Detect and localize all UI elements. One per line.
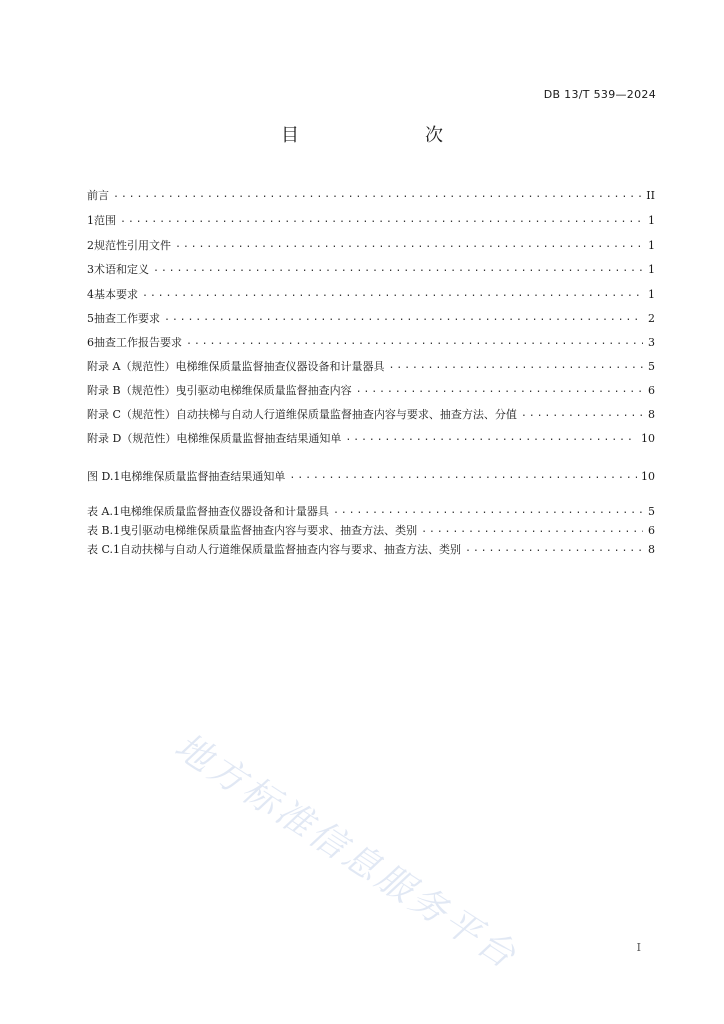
toc-entry-title: 电梯维保质量监督抽查结果通知单 <box>176 432 342 445</box>
toc-appendix-label: 附录 D（规范性） <box>87 432 177 445</box>
toc-entry-title: 术语和定义 <box>94 263 149 276</box>
dot-leader <box>186 333 643 351</box>
toc-page-number: 1 <box>648 262 655 276</box>
toc-table-label: 表 A.1 <box>87 505 120 518</box>
toc-page-number: 5 <box>648 359 655 373</box>
standard-code: DB 13/T 539—2024 <box>543 88 656 101</box>
toc-entry-appendix-c[interactable] <box>87 405 655 423</box>
page-title: 目 次 <box>281 125 473 146</box>
dot-leader <box>333 502 643 520</box>
watermark: 地方标准信息服务平台 <box>167 725 526 979</box>
toc-chapter-number: 6 <box>87 335 94 349</box>
toc-chapter-number: 2 <box>87 238 94 252</box>
toc-page-number: 1 <box>648 287 655 301</box>
toc-entry-title: 规范性引用文件 <box>94 239 171 252</box>
toc-entry-title: 基本要求 <box>94 288 138 301</box>
toc-appendix-label: 附录 A（规范性） <box>87 360 176 373</box>
toc-entry-title: 范围 <box>94 214 116 227</box>
dot-leader <box>120 211 643 229</box>
toc-entry-title: 曳引驱动电梯维保质量监督抽查内容与要求、抽查方法、类别 <box>120 524 418 537</box>
toc-page-number: 5 <box>648 504 655 518</box>
toc-entry-figure-d1[interactable] <box>87 467 655 485</box>
dot-leader <box>153 260 643 278</box>
toc-page-number: 8 <box>648 542 655 556</box>
toc-entry-title: 电梯维保质量监督抽查结果通知单 <box>120 470 286 483</box>
dot-leader <box>421 521 643 539</box>
toc-figure-label: 图 D.1 <box>87 470 121 483</box>
dot-leader <box>388 357 643 375</box>
toc-entry-appendix-a[interactable] <box>87 357 655 375</box>
dot-leader <box>289 467 637 485</box>
toc-entry-chapter-1[interactable] <box>87 211 655 229</box>
toc-entry-title: 抽查工作报告要求 <box>94 336 182 349</box>
toc-chapter-number: 3 <box>87 262 94 276</box>
dot-leader <box>521 405 643 423</box>
toc-entry-title: 曳引驱动电梯维保质量监督抽查内容 <box>175 384 352 397</box>
dot-leader <box>164 309 643 327</box>
toc-page-number: 8 <box>648 407 655 421</box>
toc-appendix-label: 附录 C（规范性） <box>87 408 176 421</box>
toc-entry-chapter-3[interactable] <box>87 260 655 278</box>
toc-entry-chapter-6[interactable] <box>87 333 655 351</box>
dot-leader <box>175 236 643 254</box>
toc-page-number: 2 <box>648 311 655 325</box>
toc-page-number: 10 <box>641 469 655 483</box>
toc-table-label: 表 B.1 <box>87 524 121 537</box>
toc-entry-table-b1[interactable] <box>87 521 655 539</box>
toc-entry-chapter-4[interactable] <box>87 285 655 303</box>
toc-chapter-number: 1 <box>87 213 94 227</box>
toc-entry-appendix-d[interactable] <box>87 429 655 447</box>
toc-table-label: 表 C.1 <box>87 543 121 556</box>
toc-entry-title: 抽查工作要求 <box>94 312 160 325</box>
toc-page-number: 1 <box>648 213 655 227</box>
toc-chapter-number: 5 <box>87 311 94 325</box>
toc-entry-title: 前言 <box>87 189 109 202</box>
dot-leader <box>113 186 642 204</box>
dot-leader <box>345 429 637 447</box>
toc-page-number: 3 <box>648 335 655 349</box>
toc-entry-appendix-b[interactable] <box>87 381 655 399</box>
toc-page-number: 6 <box>648 383 655 397</box>
toc-chapter-number: 4 <box>87 287 94 301</box>
toc-entry-title: 自动扶梯与自动人行道维保质量监督抽查内容与要求、抽查方法、分值 <box>175 408 517 421</box>
toc-page-number: 10 <box>641 431 655 445</box>
toc-page-number: 1 <box>648 238 655 252</box>
toc-entry-title: 自动扶梯与自动人行道维保质量监督抽查内容与要求、抽查方法、类别 <box>120 543 462 556</box>
toc-entry-preface[interactable] <box>87 186 655 204</box>
dot-leader <box>465 540 643 558</box>
dot-leader <box>142 285 643 303</box>
toc-entry-table-a1[interactable] <box>87 502 655 520</box>
toc-entry-chapter-5[interactable] <box>87 309 655 327</box>
toc-entry-chapter-2[interactable] <box>87 236 655 254</box>
toc-appendix-label: 附录 B（规范性） <box>87 384 176 397</box>
toc-page-number: II <box>646 188 655 202</box>
page-number: I <box>636 941 641 954</box>
dot-leader <box>356 381 643 399</box>
toc-entry-title: 电梯维保质量监督抽查仪器设备和计量器具 <box>119 505 329 518</box>
toc-entry-table-c1[interactable] <box>87 540 655 558</box>
toc-entry-title: 电梯维保质量监督抽查仪器设备和计量器具 <box>175 360 385 373</box>
toc-page-number: 6 <box>648 523 655 537</box>
